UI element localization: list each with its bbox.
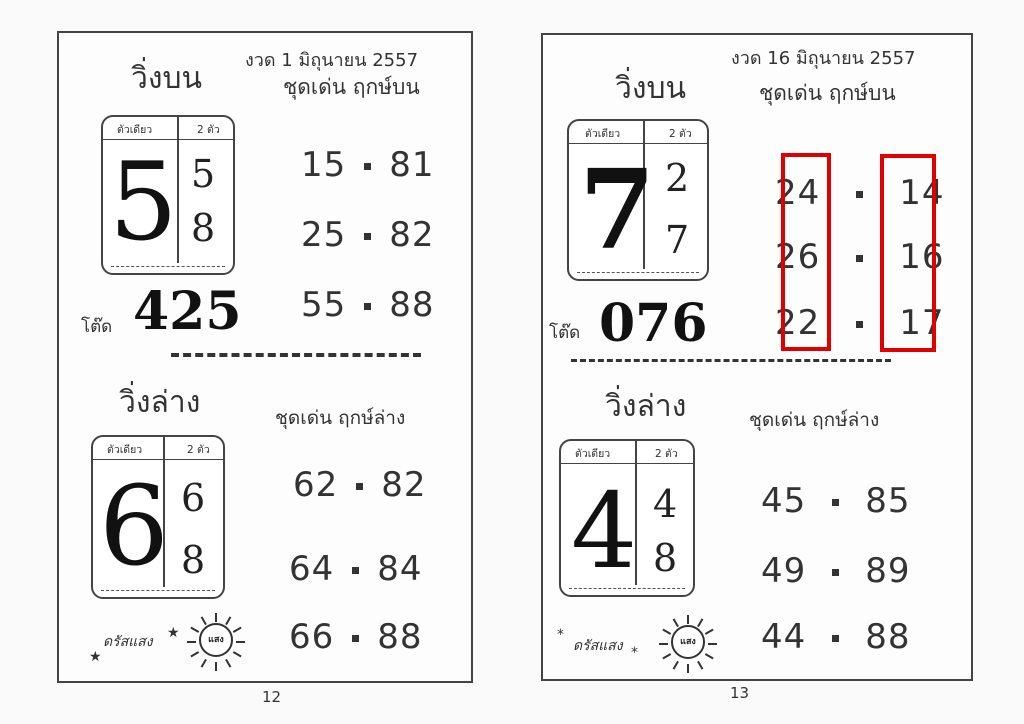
single-digit: 4 [571,470,638,592]
highlight-box-left [781,153,831,351]
run-upper-title: วิ่งบน [615,71,687,106]
lower-pair-1: 45 85 [761,481,911,521]
sun-ray [215,662,217,671]
star-icon: ★ [167,625,180,641]
tod-label: โต๊ด [549,323,581,343]
tod-value: 076 [599,293,708,354]
sun-ray [697,661,703,670]
upper-pair-1: 24 14 [775,173,945,213]
run-upper-title: วิ่งบน [131,61,203,96]
double-digit-1: 2 [665,156,690,200]
sun-ray [225,659,231,668]
upper-number-box [567,119,709,281]
sun-ray [190,651,199,657]
sun-ray [233,651,242,657]
lower-pair-2: 49 89 [761,551,911,591]
upper-number-box [101,115,235,275]
double-digit-2: 7 [665,218,690,262]
sun-ray [233,627,242,633]
double-digit-label: 2 ตัว [655,448,678,460]
sun-ray [659,643,668,645]
sun-ray [687,664,689,673]
sun-ray [673,618,679,627]
star-icon: ★ [89,649,102,665]
single-digit: 6 [99,462,169,590]
sun-ray [187,641,196,643]
sun-ray [697,618,703,627]
single-digit-label: ตัวเดียว [575,448,611,460]
upper-pair-3: 55 88 [301,285,435,325]
right-page [541,33,973,681]
sun-ray [236,641,245,643]
sun-ray [662,629,671,635]
sun-logo-icon: แสง [199,623,233,657]
sun-ray [705,629,714,635]
sun-ray [705,653,714,659]
sun-ray [708,643,717,645]
lower-number-box [91,435,225,599]
set-lower-label: ชุดเด่น ฤกษ์ล่าง [749,409,880,431]
lower-pair-3: 66 88 [289,617,423,657]
lower-pair-1: 62 82 [293,465,427,505]
brand-name: ดรัสแสง [573,638,623,654]
page-number: 13 [730,684,750,702]
set-lower-label: ชุดเด่น ฤกษ์ล่าง [275,407,406,429]
double-digit-label: 2 ตัว [187,444,210,456]
double-digit-label: 2 ตัว [669,128,692,140]
tod-label: โต๊ด [81,317,113,337]
double-digit-2: 8 [191,206,216,250]
sun-ray [687,615,689,624]
lower-number-box [559,439,695,597]
sun-ray [673,661,679,670]
single-digit: 5 [109,140,178,265]
sun-ray [201,616,207,625]
upper-pair-3: 22 17 [775,303,945,343]
double-digit-2: 8 [653,536,678,580]
double-digit-1: 5 [191,152,216,196]
upper-pair-1: 15 81 [301,145,435,185]
set-upper-label: ชุดเด่น ฤกษ์บน [283,75,420,99]
sun-ray [190,627,199,633]
single-digit-label: ตัวเดียว [107,444,143,456]
upper-pair-2: 26 16 [775,237,945,277]
sun-ray [662,653,671,659]
section-divider [571,359,891,362]
draw-date: งวด 16 มิถุนายน 2557 [731,48,916,69]
single-digit-label: ตัวเดียว [585,128,621,140]
upper-pair-2: 25 82 [301,215,435,255]
tod-value: 425 [133,281,242,342]
double-digit-label: 2 ตัว [197,124,220,136]
star-icon: * [557,627,564,643]
sun-ray [201,659,207,668]
lower-pair-2: 64 84 [289,549,423,589]
set-upper-label: ชุดเด่น ฤกษ์บน [759,81,896,105]
section-divider [171,353,421,357]
draw-date: งวด 1 มิถุนายน 2557 [245,50,419,71]
double-digit-2: 8 [181,538,206,582]
run-lower-title: วิ่งล่าง [119,385,201,420]
brand-name: ดรัสแสง [103,634,153,650]
sun-logo-icon: แสง [671,625,705,659]
sun-ray [215,613,217,622]
single-digit: 7 [579,145,656,274]
double-digit-1: 6 [181,476,206,520]
sun-ray [225,616,231,625]
single-digit-label: ตัวเดียว [117,124,153,136]
page-number: 12 [262,688,282,706]
run-lower-title: วิ่งล่าง [605,389,687,424]
highlight-box-right [880,154,936,352]
left-page [57,31,473,683]
star-icon: * [631,645,638,661]
double-digit-1: 4 [653,482,678,526]
lower-pair-3: 44 88 [761,617,911,657]
